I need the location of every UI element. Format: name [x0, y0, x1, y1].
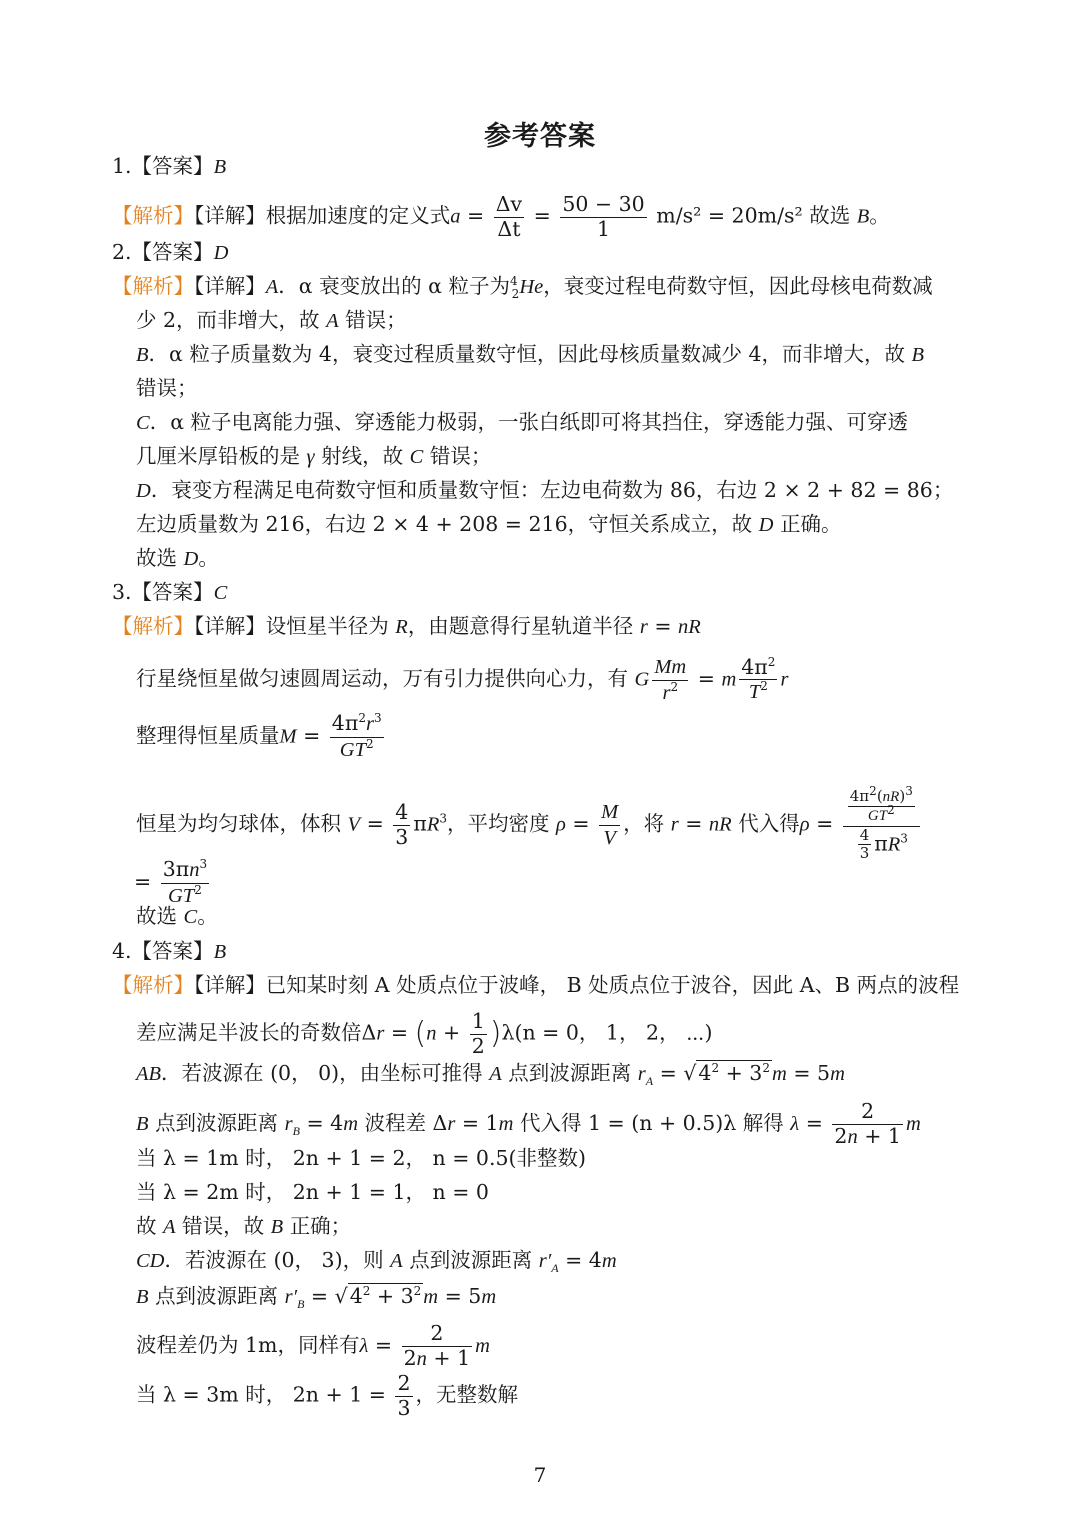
text: α 粒子电离能力强、穿透能力极弱，一张白纸即可将其挡住，穿透能力强、可穿透: [170, 410, 909, 434]
detail-tag: 【详解】: [194, 614, 266, 638]
text-line: [136, 1144, 586, 1172]
text: α 衰变放出的 α 粒子为: [298, 274, 511, 298]
answer-label: 4.【答案】: [112, 939, 214, 963]
text-line: D．衰变方程满足电荷数守恒和质量数守恒：左边电荷数为 86，右边 2 × 2 + 82 = 86；: [136, 478, 954, 502]
text-line: 故选 C。: [136, 904, 218, 928]
fraction: [560, 193, 646, 241]
text: 代入得: [738, 811, 800, 836]
text: 整理得恒星质量: [136, 723, 280, 748]
denominator: 1: [597, 216, 611, 241]
text: 少 2，而非增大，故: [136, 308, 320, 332]
text: 。: [869, 203, 890, 228]
detail-tag: 【详解】: [194, 973, 266, 997]
text-line: AB．若波源在 (0， 0)，由坐标可推得 A 点到波源距离 $r_A = √4^2 + 3^2m = 5m$: [136, 1061, 845, 1089]
analysis-tag: 【解析】: [112, 274, 194, 298]
text: 。: [198, 546, 219, 570]
text-line: B．α 粒子质量数为 4，衰变过程质量数守恒，因此母核质量数减少 4，而非增大，故 B: [136, 342, 925, 366]
text: 故选: [136, 546, 177, 570]
text: ，衰变过程电荷数守恒，因此母核电荷数减: [543, 274, 933, 298]
text: 代入得 1 = (n + 0.5)λ 解得: [519, 1111, 784, 1136]
text-line: 几厘米厚铅板的是 γ 射线，故 C 错误；: [136, 444, 492, 468]
text: ，由题意得行星轨道半径: [407, 614, 634, 638]
answer-2-line: [112, 238, 228, 267]
text: 左边质量数为 216，右边 2 × 4 + 208 = 216，守恒关系成立，故: [136, 512, 753, 536]
analysis-1-line: 【解析】【详解】根据加速度的定义式a = $\frac{\Delta v}{\Delta t}$ = $\frac{50 - 30}{1}$ m/s² = 20m/s² 故选 B。: [112, 192, 890, 241]
detail-tag: 【详解】: [194, 203, 266, 228]
detail-tag: 【详解】: [194, 274, 266, 298]
text-line: 故 A 错误，故 B 正确；: [136, 1214, 352, 1238]
text-line: 当 λ = 3m 时， 2n + 1 = $\frac{2}{3}$ ，无整数解: [136, 1371, 519, 1420]
numerator: Δv: [495, 192, 523, 216]
denominator: Δt: [497, 216, 521, 241]
text: 行星绕恒星做匀速圆周运动，万有引力提供向心力，有: [136, 666, 628, 691]
text-line: [136, 374, 198, 402]
text: 衰变方程满足电荷数守恒和质量数守恒：左边电荷数为 86，右边 2 × 2 + 82 = 86；: [171, 478, 954, 502]
text: 点到波源距离: [508, 1061, 632, 1085]
text: 点到波源距离: [155, 1111, 279, 1136]
text: 错误，故: [182, 1214, 265, 1238]
analysis-tag: 【解析】: [112, 973, 194, 997]
text: 当 λ = 2m 时， 2n + 1 = 1， n = 0: [136, 1180, 489, 1204]
analysis-4-line: [112, 971, 959, 999]
text: 错误；: [429, 444, 492, 468]
text: 已知某时刻 A 处质点位于波峰， B 处质点位于波谷，因此 A、B 两点的波程: [265, 973, 960, 997]
text: 正确；: [289, 1214, 352, 1238]
text-line: 故选 D。: [136, 546, 219, 570]
page-number: 7: [533, 1463, 547, 1487]
answer-3-line: [112, 578, 227, 607]
text: 正确。: [780, 512, 842, 536]
text: 设恒星半径为: [265, 614, 389, 638]
text: 差应满足半波长的奇数倍: [136, 1020, 362, 1045]
text-line: 整理得恒星质量M = $\frac{4\pi^2r^3}{GT^2}$: [136, 711, 382, 761]
text-line: 行星绕恒星做匀速圆周运动，万有引力提供向心力，有 G $\frac{Mm}{r^2}$ = m $\frac{4\pi^2}{T^2}$ r: [136, 654, 789, 704]
text: 故: [136, 1214, 157, 1238]
text-line: B 点到波源距离 $r_B = 4m$ 波程差 Δr = 1m 代入得 1 = (n + 0.5)λ 解得 λ = $\frac{2}{2n + 1}$ m: [136, 1099, 921, 1148]
text-line: 少 2，而非增大，故 A 错误；: [136, 308, 407, 332]
text: ，平均密度: [446, 811, 550, 836]
text-line: C．α 粒子电离能力强、穿透能力极弱，一张白纸即可将其挡住，穿透能力强、可穿透: [136, 410, 909, 434]
answer-label: 3.【答案】: [112, 580, 214, 604]
text: 几厘米厚铅板的是: [136, 444, 300, 468]
answer-choice: B: [213, 941, 227, 963]
answer-label: 2.【答案】: [112, 240, 214, 264]
text: ，无整数解: [415, 1382, 519, 1407]
text-line: 波程差仍为 1m，同样有λ = $\frac{2}{2n + 1}$ m: [136, 1321, 490, 1370]
answer-choice: D: [213, 242, 229, 264]
analysis-2-line: 【解析】【详解】A．α 衰变放出的 α 粒子为$^4_2$He，衰变过程电荷数守恒，因此母核电荷数减: [112, 274, 933, 302]
text: ，将: [623, 811, 665, 836]
text: 错误；: [136, 376, 198, 400]
fraction: [494, 193, 524, 241]
text-line: B 点到波源距离 $r'_B = √4^2 + 3^2m = 5m$: [136, 1284, 497, 1312]
text: 。: [197, 904, 218, 928]
text: 故选: [136, 904, 177, 928]
numerator: 50 − 30: [562, 192, 645, 216]
answer-1-line: [112, 152, 226, 181]
text-line: 左边质量数为 216，右边 2 × 4 + 208 = 216，守恒关系成立，故 D 正确。: [136, 512, 842, 536]
answer-4-line: [112, 937, 226, 966]
text: 若波源在 (0， 3)，则: [184, 1248, 384, 1272]
text-line: 恒星为均匀球体，体积 V = $\frac{4}{3}$ $\pi R^3$，平均密度 ρ = $\frac{M}{V}$ ，将 r = nR 代入得ρ = $\frac{4\pi^2(nR)^3}{GT^2}$ $\frac{4}{3}$ $\pi R^3$: [136, 788, 923, 862]
answer-choice: B: [213, 156, 227, 178]
text: 当 λ = 3m 时， 2n + 1 =: [136, 1382, 386, 1407]
page-title: 参考答案: [484, 121, 596, 152]
text: 错误；: [345, 308, 407, 332]
text: 射线，故: [321, 444, 404, 468]
text: 若波源在 (0， 0)，由坐标可推得: [181, 1061, 483, 1085]
text: 点到波源距离: [409, 1248, 533, 1272]
text-line: [136, 1178, 489, 1206]
text: 波程差: [364, 1111, 427, 1136]
analysis-tag: 【解析】: [112, 614, 194, 638]
text: m/s² = 20m/s² 故选: [656, 203, 851, 228]
text: 当 λ = 1m 时， 2n + 1 = 2， n = 0.5(非整数): [136, 1146, 587, 1170]
text: 点到波源距离: [155, 1284, 279, 1308]
analysis-tag: 【解析】: [112, 203, 194, 228]
text-line: 差应满足半波长的奇数倍Δr = (n + $\frac{1}{2}$ )λ(n = 0， 1， 2， ⋯): [136, 1009, 713, 1058]
answer-choice: C: [213, 582, 228, 604]
analysis-3-line: 【解析】【详解】设恒星半径为 R，由题意得行星轨道半径 r = nR: [112, 614, 701, 638]
text-line: = $\frac{3\pi n^3}{GT^2}$: [134, 857, 208, 907]
text: 恒星为均匀球体，体积: [136, 811, 341, 836]
text: α 粒子质量数为 4，衰变过程质量数守恒，因此母核质量数减少 4，而非增大，故: [169, 342, 906, 366]
text: 波程差仍为 1m，同样有: [136, 1333, 360, 1358]
text-line: CD．若波源在 (0， 3)，则 A 点到波源距离 $r'_A = 4m$: [136, 1248, 617, 1276]
text: 根据加速度的定义式: [265, 203, 451, 228]
answer-label: 1.【答案】: [112, 154, 214, 178]
text: λ(n = 0， 1， 2， ⋯): [501, 1020, 713, 1045]
